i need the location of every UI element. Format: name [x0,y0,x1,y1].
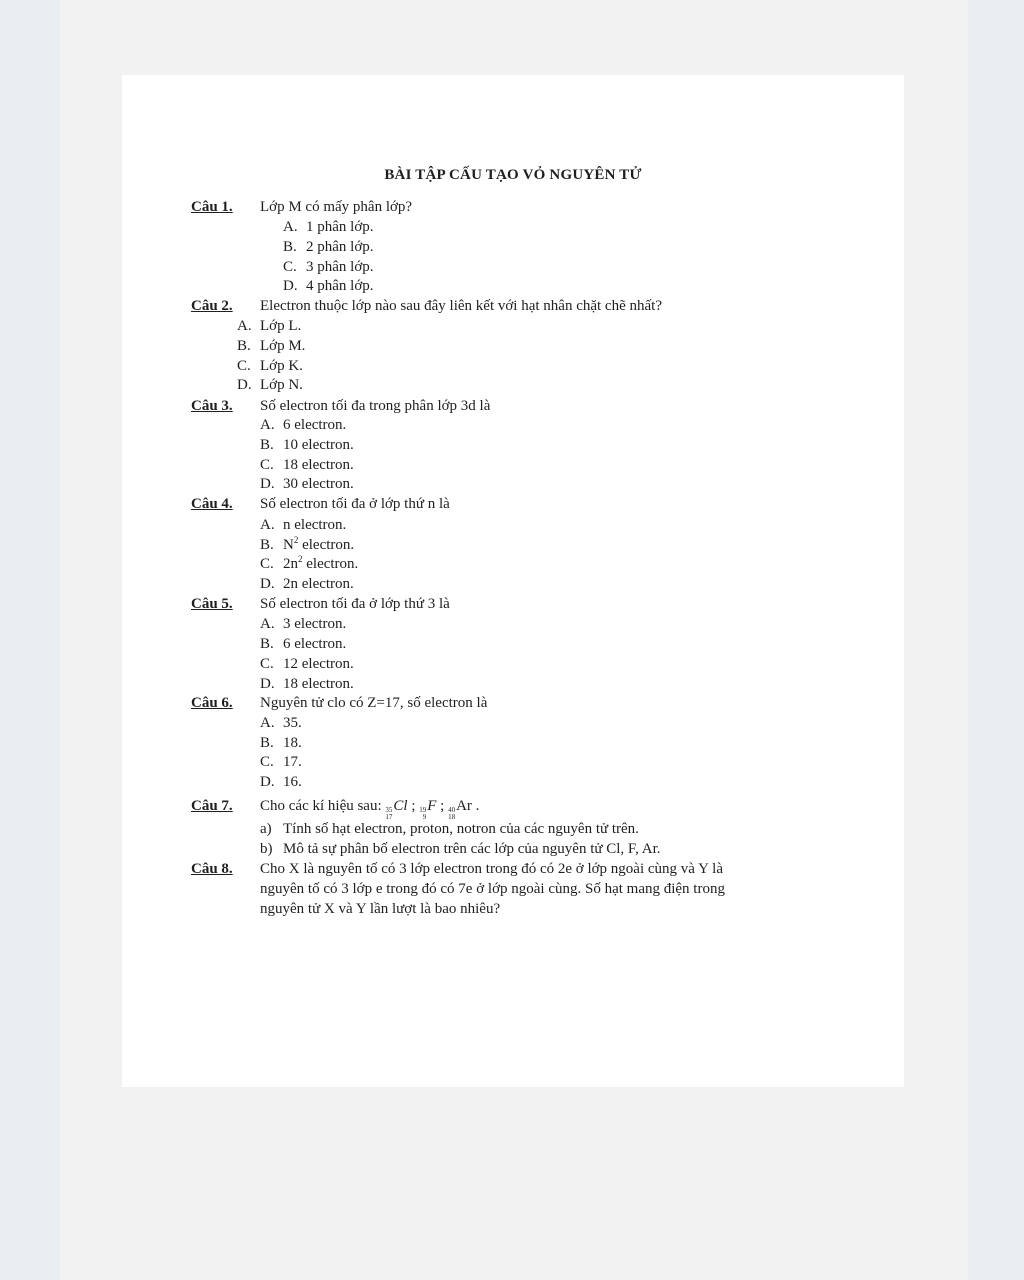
option: B. 18. [260,735,302,751]
question-text-line: nguyên tố có 3 lớp e trong đó có 7e ở lớp ngoài cùng. Số hạt mang điện trong [260,881,725,897]
question-label: Câu 1. [191,199,233,215]
option: D. 16. [260,774,302,790]
question-text: Số electron tối đa ở lớp thứ 3 là [260,596,450,612]
option: C. 3 phân lớp. [283,259,374,275]
question-label: Câu 4. [191,496,233,512]
option: D. 30 electron. [260,476,354,492]
option: A. Lớp L. [237,318,302,334]
option: C. 12 electron. [260,656,354,672]
option: B. 10 electron. [260,437,354,453]
option: D. 2n electron. [260,576,354,592]
question-label: Câu 8. [191,861,233,877]
option: C. Lớp K. [237,358,303,374]
document-page [122,75,904,1087]
option: A. n electron. [260,517,347,533]
document-title: BÀI TẬP CẤU TẠO VỎ NGUYÊN TỬ [384,167,642,183]
isotope-symbol: 19 9 F [419,798,437,821]
question-text: Lớp M có mấy phân lớp? [260,199,413,215]
option: B. 6 electron. [260,636,347,652]
option: C. 17. [260,754,302,770]
option: A. 6 electron. [260,417,347,433]
isotope-symbol: 40 18 Ar [448,798,472,821]
question-label: Câu 6. [191,695,233,711]
option: D. 4 phân lớp. [283,278,374,294]
option: B. $N^2$ electron. [260,535,355,553]
option: B. 2 phân lớp. [283,239,374,255]
question-text: Số electron tối đa ở lớp thứ n là [260,496,450,512]
option: C. $2n^2$ electron. [260,554,359,572]
question-label: Câu 5. [191,596,233,612]
isotope-symbol: 35 17 Cl [385,798,408,821]
subpart: a) Tính số hạt electron, proton, notron của các nguyên tử trên. [260,821,639,837]
question-text: Electron thuộc lớp nào sau đây liên kết với hạt nhân chặt chẽ nhất? [260,298,662,314]
option: A. 1 phân lớp. [283,219,374,235]
option: D. Lớp N. [237,377,303,393]
question-text: Số electron tối đa trong phân lớp 3d là [260,398,491,414]
option: D. 18 electron. [260,676,354,692]
question-label: Câu 3. [191,398,233,414]
question-text-line: Cho X là nguyên tố có 3 lớp electron trong đó có 2e ở lớp ngoài cùng và Y là [260,861,723,877]
question-label: Câu 7. [191,798,233,814]
question-text: Cho các kí hiệu sau: 35 17 Cl ; 19 9 F ; 40 18 Ar . [260,798,480,821]
option: A. 3 electron. [260,616,347,632]
subpart: b) Mô tả sự phân bố electron trên các lớp của nguyên tử Cl, F, Ar. [260,841,661,857]
question-text-line: nguyên tử X và Y lần lượt là bao nhiêu? [260,901,501,917]
question-text: Nguyên tử clo có Z=17, số electron là [260,695,488,711]
option: B. Lớp M. [237,338,306,354]
option: A. 35. [260,715,302,731]
question-label: Câu 2. [191,298,233,314]
option: C. 18 electron. [260,457,354,473]
